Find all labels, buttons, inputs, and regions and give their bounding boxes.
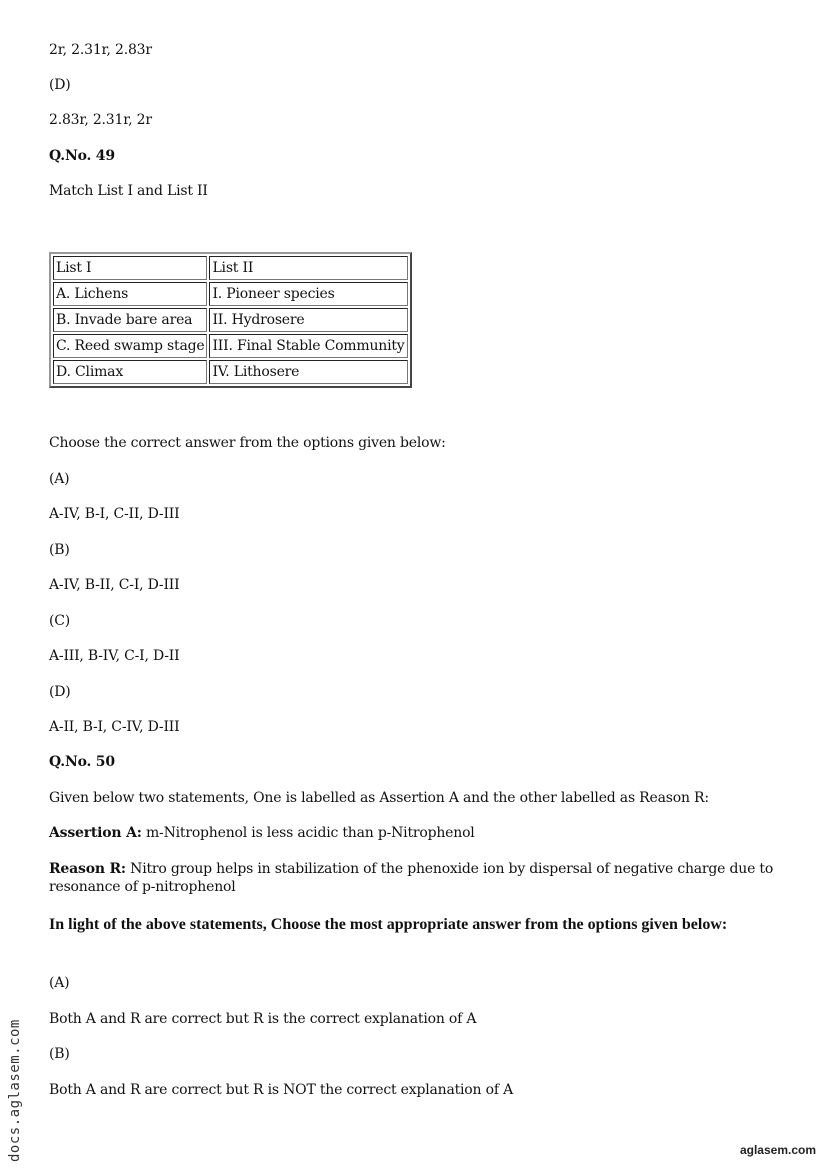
match-table (49, 252, 412, 388)
prev-option-d-label: (D) (49, 77, 71, 93)
option-text: A-II, B-I, C-IV, D-III (49, 719, 180, 735)
table-cell: I. Pioneer species (209, 282, 407, 306)
option-label: (A) (49, 471, 70, 487)
reason-statement (49, 860, 779, 896)
option-label: (B) (49, 1046, 70, 1062)
question-49-prompt: Match List I and List II (49, 183, 208, 199)
option-label: (D) (49, 684, 71, 700)
table-header-list-2: List II (209, 256, 407, 280)
table-cell: B. Invade bare area (53, 308, 207, 332)
assertion-label: Assertion A: (49, 825, 142, 841)
option-text: A-IV, B-I, C-II, D-III (49, 506, 180, 522)
table-cell: A. Lichens (53, 282, 207, 306)
question-49-number: Q.No. 49 (49, 148, 115, 164)
side-watermark: docs.aglasem.com (7, 1019, 23, 1162)
table-cell: D. Climax (53, 360, 207, 384)
table-header-list-1: List I (53, 256, 207, 280)
table-row (53, 334, 408, 358)
option-label: (C) (49, 613, 71, 629)
table-cell: IV. Lithosere (209, 360, 407, 384)
prev-option-c-text: 2r, 2.31r, 2.83r (49, 42, 152, 58)
question-50-number: Q.No. 50 (49, 754, 115, 770)
option-label: (A) (49, 975, 70, 991)
table-row (53, 308, 408, 332)
table-cell: C. Reed swamp stage (53, 334, 207, 358)
prev-option-d-text: 2.83r, 2.31r, 2r (49, 112, 152, 128)
assertion-statement (49, 824, 475, 842)
reason-label: Reason R: (49, 861, 126, 877)
question-50-intro: Given below two statements, One is labelled as Assertion A and the other labelled as Reason R: (49, 790, 709, 806)
table-cell: II. Hydrosere (209, 308, 407, 332)
corner-watermark: aglasem.com (739, 1143, 816, 1157)
table-cell: III. Final Stable Community (209, 334, 407, 358)
option-text: A-III, B-IV, C-I, D-II (49, 648, 180, 664)
option-label: (B) (49, 542, 70, 558)
reason-text: Nitro group helps in stabilization of the phenoxide ion by dispersal of negative charge due to resonance of p-nitrophenol (49, 861, 774, 895)
option-text: A-IV, B-II, C-I, D-III (49, 577, 180, 593)
question-49-choose-text: Choose the correct answer from the options given below: (49, 435, 446, 451)
question-50-instruction: In light of the above statements, Choose the most appropriate answer from the options given below: (49, 916, 728, 933)
table-row (53, 360, 408, 384)
assertion-text: m-Nitrophenol is less acidic than p-Nitrophenol (141, 825, 475, 841)
table-header-row (53, 256, 408, 280)
option-text: Both A and R are correct but R is the correct explanation of A (49, 1011, 477, 1027)
table-row (53, 282, 408, 306)
option-text: Both A and R are correct but R is NOT the correct explanation of A (49, 1082, 513, 1098)
